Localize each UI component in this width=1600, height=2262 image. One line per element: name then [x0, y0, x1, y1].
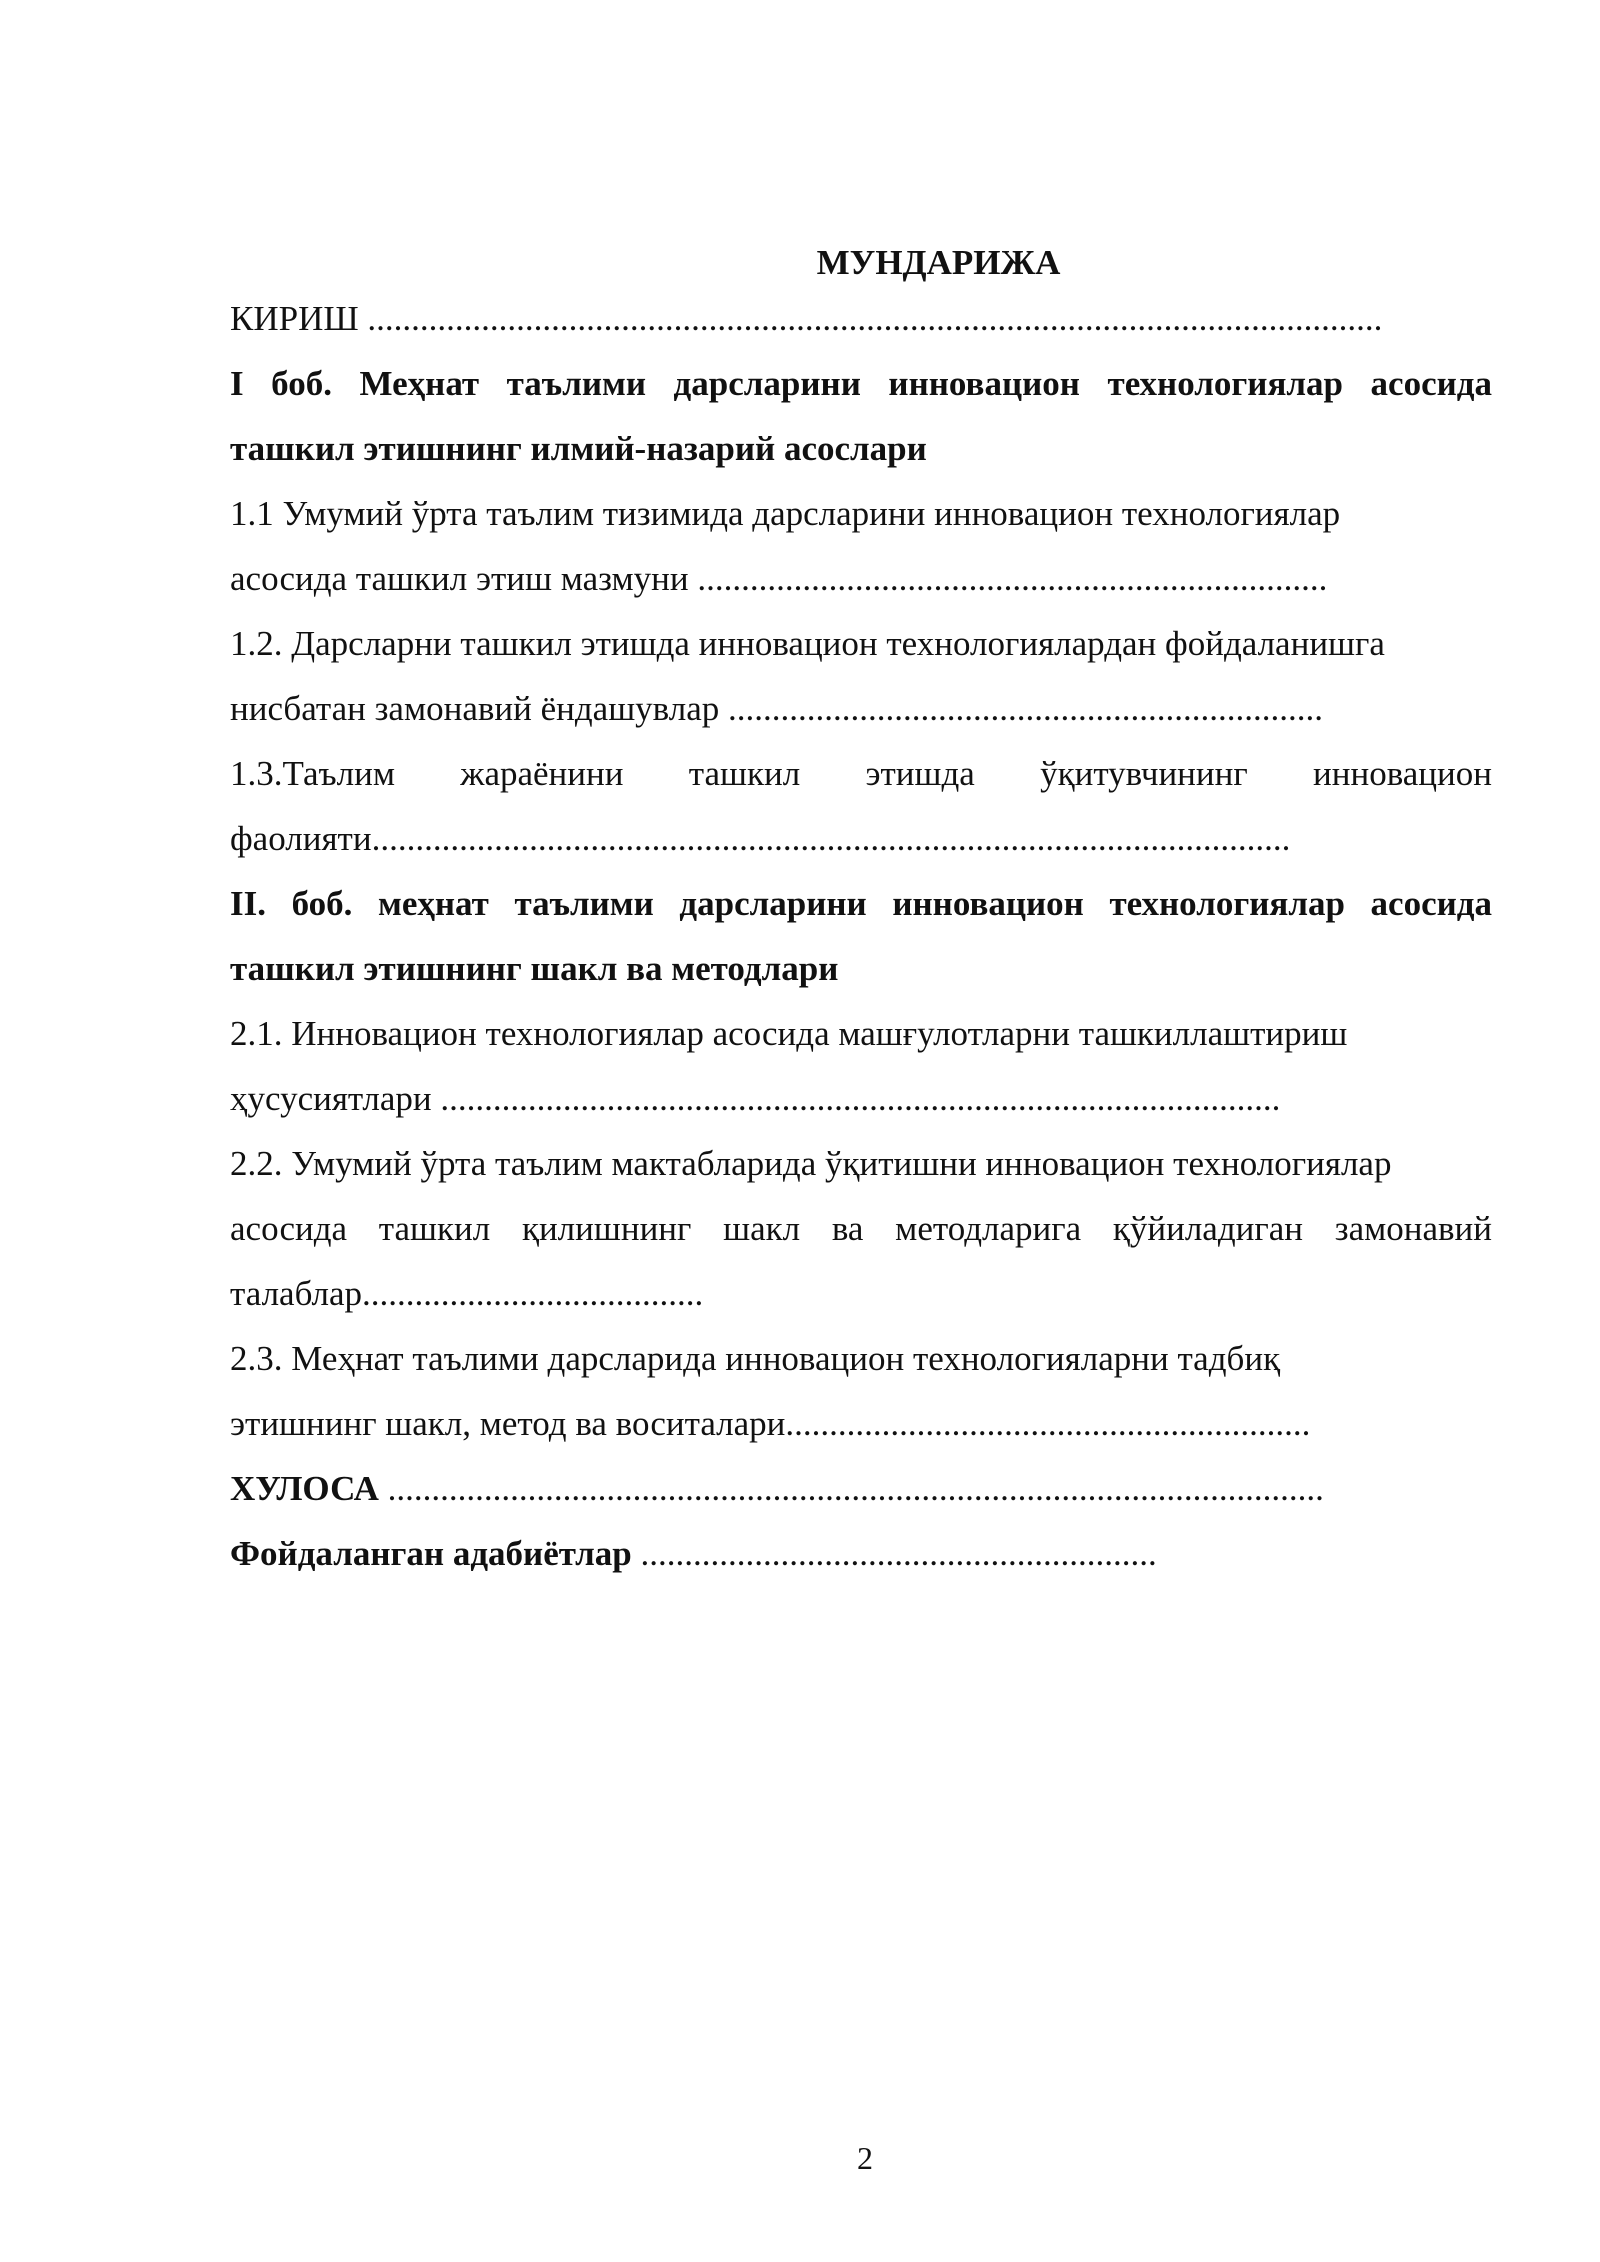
toc-entry-conclusion	[230, 1456, 1492, 1521]
table-of-contents	[230, 240, 1492, 1586]
toc-entry-line: асосида ташкил қилишнинг шакл ва методларига қўйиладиган замонавий	[230, 1209, 1492, 1248]
toc-entry-2-3	[230, 1326, 1492, 1456]
toc-entry-2-2	[230, 1131, 1492, 1326]
toc-entry-line: 1.2. Дарсларни ташкил этишда инновацион технологиялардан фойдаланишга	[230, 624, 1385, 663]
toc-entry-dots: ...........................................................	[631, 1534, 1157, 1573]
toc-entry-1-3	[230, 741, 1492, 871]
toc-entry-line: 2.1. Инновацион технологиялар асосида машғулотларни ташкиллаштириш	[230, 1014, 1348, 1053]
toc-entry-1-1	[230, 481, 1492, 611]
toc-entry-line: фаолияти.........................................................................................................	[230, 819, 1291, 858]
toc-entry-line: II. боб. меҳнат таълими дарсларини инновацион технологиялар асосида	[230, 884, 1492, 923]
toc-entry-references	[230, 1521, 1492, 1586]
toc-entry-line: 1.1 Умумий ўрта таълим тизимида дарсларини инновацион технологиялар	[230, 494, 1341, 533]
toc-entry-dots: ...........................................................................................................	[378, 1469, 1324, 1508]
toc-entry-label: Фойдаланган адабиётлар	[230, 1534, 632, 1573]
toc-entry-2-1	[230, 1001, 1492, 1131]
toc-entry-introduction	[230, 286, 1492, 351]
toc-entry-line: ташкил этишнинг шакл ва методлари	[230, 949, 839, 988]
toc-entry-line: КИРИШ ....................................................................................................................	[230, 299, 1383, 338]
toc-entry-line: талаблар.......................................	[230, 1274, 704, 1313]
toc-title: МУНДАРИЖА	[816, 243, 1061, 282]
toc-entry-chapter-1	[230, 351, 1492, 481]
toc-entry-label: ХУЛОСА	[230, 1469, 379, 1508]
toc-entry-1-2	[230, 611, 1492, 741]
toc-entry-line: ташкил этишнинг илмий-назарий асослари	[230, 429, 927, 468]
toc-entry-line: 1.3.Таълим жараёнини ташкил этишда ўқитувчининг инновацион	[230, 754, 1492, 793]
toc-entry-line: ҳусусиятлари ................................................................................................	[230, 1079, 1281, 1118]
toc-entry-line: этишнинг шакл, метод ва воситалари............................................................	[230, 1404, 1311, 1443]
toc-entry-line: I боб. Меҳнат таълими дарсларини инновацион технологиялар асосида	[230, 364, 1492, 403]
toc-entry-line: 2.3. Меҳнат таълими дарсларида инновацион технологияларни тадбиқ	[230, 1339, 1281, 1378]
toc-entry-line: асосида ташкил этиш мазмуни ........................................................................	[230, 559, 1328, 598]
toc-entry-line: 2.2. Умумий ўрта таълим мактабларида ўқитишни инновацион технологиялар	[230, 1144, 1392, 1183]
toc-entry-chapter-2	[230, 871, 1492, 1001]
page-number: 2	[857, 2140, 873, 2176]
toc-entry-line: нисбатан замонавий ёндашувлар ....................................................................	[230, 689, 1323, 728]
